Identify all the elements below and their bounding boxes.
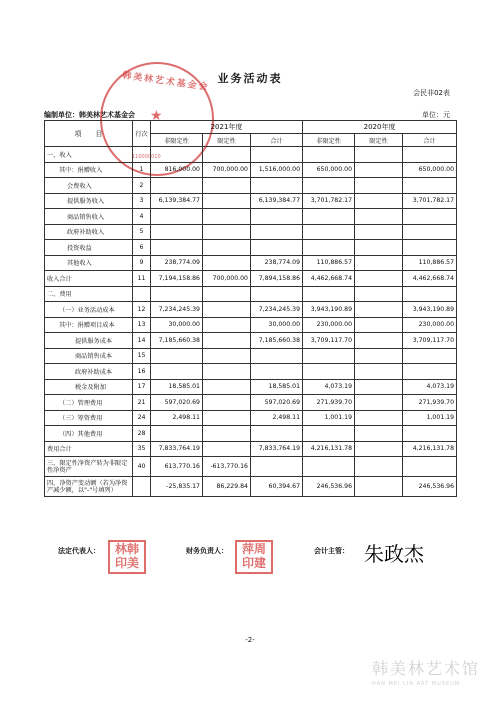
header-row-no: 行次 (133, 121, 151, 147)
amount-cell (251, 147, 303, 163)
amount-cell (203, 395, 251, 411)
amount-cell (403, 178, 457, 194)
amount-cell: 4,216,131.78 (303, 441, 355, 457)
amount-cell: 7,234,245.39 (151, 302, 203, 318)
table-row (45, 147, 457, 163)
amount-cell: 110,886.57 (303, 255, 355, 271)
row-item: 其他收入 (45, 255, 133, 271)
amount-cell: 238,774.09 (251, 255, 303, 271)
row-number: 17 (133, 379, 151, 395)
amount-cell (151, 348, 203, 364)
amount-cell (355, 441, 403, 457)
row-item: （一）业务活动成本 (45, 302, 133, 318)
amount-cell (251, 348, 303, 364)
row-item: 四、净资产变动额（若为净资产减少额，以"-"号填列） (45, 477, 133, 497)
row-number: 9 (133, 255, 151, 271)
table-row (45, 286, 457, 302)
amount-cell (355, 457, 403, 477)
row-item: 其中：捐赠收入 (45, 162, 133, 178)
amount-cell (403, 209, 457, 225)
amount-cell (151, 147, 203, 163)
amount-cell: 3,943,190.89 (303, 302, 355, 318)
organization-name: 编制单位：韩美林艺术基金会 (44, 111, 135, 119)
amount-cell (355, 178, 403, 194)
row-item: （三）筹资费用 (45, 410, 133, 426)
table-row (45, 193, 457, 209)
amount-cell (203, 147, 251, 163)
amount-cell (303, 240, 355, 256)
table-row (45, 178, 457, 194)
amount-cell: 238,774.09 (151, 255, 203, 271)
amount-cell (303, 224, 355, 240)
row-number: 40 (133, 457, 151, 477)
amount-cell: 3,709,117.70 (303, 333, 355, 349)
row-item: 商品销售收入 (45, 209, 133, 225)
amount-cell: 1,001.19 (303, 410, 355, 426)
amount-cell (355, 240, 403, 256)
amount-cell (355, 333, 403, 349)
report-title: 业务活动表 (217, 72, 283, 85)
amount-cell: 230,000.00 (403, 317, 457, 333)
row-item: 收入合计 (45, 271, 133, 287)
amount-cell (203, 286, 251, 302)
table-row (45, 209, 457, 225)
amount-cell (151, 240, 203, 256)
amount-cell (355, 224, 403, 240)
row-item: 商品销售成本 (45, 348, 133, 364)
table-row (45, 364, 457, 380)
page-number: -2- (245, 636, 255, 644)
amount-cell (203, 364, 251, 380)
amount-cell: 4,073.19 (303, 379, 355, 395)
row-number (133, 147, 151, 163)
amount-cell: 7,894,158.86 (251, 271, 303, 287)
activity-statement-table (44, 120, 457, 497)
amount-cell (251, 426, 303, 442)
amount-cell (303, 147, 355, 163)
amount-cell (403, 348, 457, 364)
table-row (45, 271, 457, 287)
legal-rep-seal: 林韩 印美 (108, 540, 146, 574)
row-number: 15 (133, 348, 151, 364)
finance-head-seal: 萍周 印建 (235, 540, 273, 574)
amount-cell (203, 193, 251, 209)
amount-cell: 1,516,000.00 (251, 162, 303, 178)
amount-cell (303, 348, 355, 364)
watermark-cn: 韩美林艺术馆 (372, 659, 481, 678)
amount-cell (203, 379, 251, 395)
amount-cell (355, 317, 403, 333)
amount-cell (355, 286, 403, 302)
amount-cell: 230,000.00 (303, 317, 355, 333)
amount-cell (355, 426, 403, 442)
amount-cell (203, 348, 251, 364)
amount-cell (251, 224, 303, 240)
amount-cell (355, 395, 403, 411)
amount-cell (203, 224, 251, 240)
amount-cell: 7,833,764.19 (251, 441, 303, 457)
amount-cell: 2,498.11 (151, 410, 203, 426)
amount-cell (355, 379, 403, 395)
amount-cell (355, 147, 403, 163)
amount-cell (251, 209, 303, 225)
amount-cell: 7,234,245.39 (251, 302, 303, 318)
row-item: 提供服务收入 (45, 193, 133, 209)
table-row (45, 410, 457, 426)
row-number: 2 (133, 178, 151, 194)
row-item: 提供服务成本 (45, 333, 133, 349)
table-row (45, 395, 457, 411)
amount-cell: -25,835.17 (151, 477, 203, 497)
amount-cell (203, 302, 251, 318)
row-number: 28 (133, 426, 151, 442)
amount-cell (151, 426, 203, 442)
amount-cell: -613,770.16 (203, 457, 251, 477)
amount-cell: 1,001.19 (403, 410, 457, 426)
table-row (45, 379, 457, 395)
amount-cell (203, 209, 251, 225)
row-item: 费用合计 (45, 441, 133, 457)
row-number: 24 (133, 410, 151, 426)
amount-cell (303, 457, 355, 477)
amount-cell: 246,536.96 (403, 477, 457, 497)
amount-cell (203, 178, 251, 194)
amount-cell: 4,462,668.74 (403, 271, 457, 287)
row-item: 二、费用 (45, 286, 133, 302)
table-row (45, 333, 457, 349)
amount-cell (203, 333, 251, 349)
amount-cell (151, 286, 203, 302)
amount-cell (251, 286, 303, 302)
amount-cell (251, 240, 303, 256)
amount-cell (355, 209, 403, 225)
amount-cell (251, 178, 303, 194)
legal-rep-label: 法定代表人： (58, 547, 100, 555)
amount-cell (355, 255, 403, 271)
table-row (45, 317, 457, 333)
amount-cell (303, 364, 355, 380)
amount-cell: 7,833,764.19 (151, 441, 203, 457)
amount-cell: 597,020.69 (251, 395, 303, 411)
amount-cell (303, 209, 355, 225)
row-item: 税金及附加 (45, 379, 133, 395)
accounting-head-label: 会计主管： (314, 547, 349, 555)
accountant-signature: 朱政杰 (364, 542, 424, 566)
table-row (45, 426, 457, 442)
row-item: 会费收入 (45, 178, 133, 194)
amount-cell (303, 286, 355, 302)
amount-cell: 700,000.00 (203, 271, 251, 287)
amount-cell (303, 426, 355, 442)
table-row (45, 162, 457, 178)
amount-cell: 700,000.00 (203, 162, 251, 178)
row-number: 13 (133, 317, 151, 333)
header-year-2021: 2021年度 (151, 121, 303, 134)
row-item: （四）其他费用 (45, 426, 133, 442)
row-item: 政府补助成本 (45, 364, 133, 380)
table-row (45, 348, 457, 364)
amount-cell: 6,139,384.77 (251, 193, 303, 209)
header-item: 项 目 (45, 121, 133, 147)
row-item: 一、收入 (45, 147, 133, 163)
amount-cell: 597,020.69 (151, 395, 203, 411)
amount-cell (151, 209, 203, 225)
table-row (45, 457, 457, 477)
row-number (133, 477, 151, 497)
table-row (45, 302, 457, 318)
amount-cell (355, 348, 403, 364)
row-number: 21 (133, 395, 151, 411)
row-item: 投资收益 (45, 240, 133, 256)
amount-cell: 271,939.70 (303, 395, 355, 411)
amount-cell (403, 457, 457, 477)
amount-cell: 2,498.11 (251, 410, 303, 426)
header-sub: 限定性 (355, 134, 403, 147)
header-sub: 非限定性 (303, 134, 355, 147)
star-icon: ★ (150, 108, 163, 124)
amount-cell (403, 364, 457, 380)
header-sub: 合计 (403, 134, 457, 147)
amount-cell: 650,000.00 (303, 162, 355, 178)
amount-cell (355, 162, 403, 178)
amount-cell: 3,701,782.17 (403, 193, 457, 209)
amount-cell (151, 224, 203, 240)
amount-cell (203, 426, 251, 442)
amount-cell: 3,701,782.17 (303, 193, 355, 209)
amount-cell: 86,229.84 (203, 477, 251, 497)
row-number: 16 (133, 364, 151, 380)
amount-cell (355, 364, 403, 380)
row-item: 政府补助收入 (45, 224, 133, 240)
amount-cell (403, 240, 457, 256)
finance-head-label: 财务负责人： (186, 547, 228, 555)
row-number: 11 (133, 271, 151, 287)
watermark-en: HAN MEI LIN ART MUSEUM (372, 681, 461, 687)
amount-cell: 4,073.19 (403, 379, 457, 395)
table-row (45, 441, 457, 457)
amount-cell (203, 317, 251, 333)
seal-text: 韩美林艺术基金会 (121, 70, 211, 94)
amount-cell: 246,536.96 (303, 477, 355, 497)
form-number: 会民非02表 (413, 89, 450, 97)
row-number: 14 (133, 333, 151, 349)
seal-code: 110000010 (132, 154, 161, 160)
row-item: （二）管理费用 (45, 395, 133, 411)
amount-cell (403, 426, 457, 442)
amount-cell (355, 477, 403, 497)
amount-cell: 60,394.67 (251, 477, 303, 497)
row-number: 5 (133, 224, 151, 240)
amount-cell (151, 364, 203, 380)
amount-cell: 30,000.00 (251, 317, 303, 333)
amount-cell: 613,770.16 (151, 457, 203, 477)
amount-cell: 816,000.00 (151, 162, 203, 178)
amount-cell: 7,185,660.38 (251, 333, 303, 349)
row-number: 35 (133, 441, 151, 457)
table-row (45, 240, 457, 256)
museum-watermark (372, 656, 480, 687)
amount-cell (151, 178, 203, 194)
amount-cell: 110,886.57 (403, 255, 457, 271)
amount-cell: 30,000.00 (151, 317, 203, 333)
amount-cell: 6,139,384.77 (151, 193, 203, 209)
amount-cell (303, 178, 355, 194)
amount-cell (251, 364, 303, 380)
amount-cell (251, 457, 303, 477)
amount-cell: 4,216,131.78 (403, 441, 457, 457)
amount-cell (403, 286, 457, 302)
row-number: 1 (133, 162, 151, 178)
amount-cell (203, 441, 251, 457)
amount-cell: 4,462,668.74 (303, 271, 355, 287)
amount-cell (355, 302, 403, 318)
row-item: 三、限定性净资产转为非限定性净资产 (45, 457, 133, 477)
row-number: 12 (133, 302, 151, 318)
amount-cell (203, 410, 251, 426)
amount-cell (203, 255, 251, 271)
row-number: 4 (133, 209, 151, 225)
row-number: 6 (133, 240, 151, 256)
amount-cell: 3,709,117.70 (403, 333, 457, 349)
amount-cell (403, 147, 457, 163)
amount-cell: 7,185,660.38 (151, 333, 203, 349)
amount-cell (355, 193, 403, 209)
table-row (45, 224, 457, 240)
row-number: 3 (133, 193, 151, 209)
amount-cell: 271,939.70 (403, 395, 457, 411)
amount-cell: 18,585.01 (251, 379, 303, 395)
amount-cell: 3,943,190.89 (403, 302, 457, 318)
row-item: 其中：捐赠项目成本 (45, 317, 133, 333)
table-row (45, 477, 457, 497)
amount-cell (355, 410, 403, 426)
row-number (133, 286, 151, 302)
header-year-2020: 2020年度 (303, 121, 457, 134)
header-sub: 限定性 (203, 134, 251, 147)
currency-unit: 单位：元 (422, 111, 450, 119)
amount-cell: 7,194,158.86 (151, 271, 203, 287)
header-sub: 合计 (251, 134, 303, 147)
amount-cell: 18,585.01 (151, 379, 203, 395)
amount-cell: 650,000.00 (403, 162, 457, 178)
table-row (45, 255, 457, 271)
amount-cell (355, 271, 403, 287)
header-sub: 非限定性 (151, 134, 203, 147)
amount-cell (403, 224, 457, 240)
amount-cell (203, 240, 251, 256)
